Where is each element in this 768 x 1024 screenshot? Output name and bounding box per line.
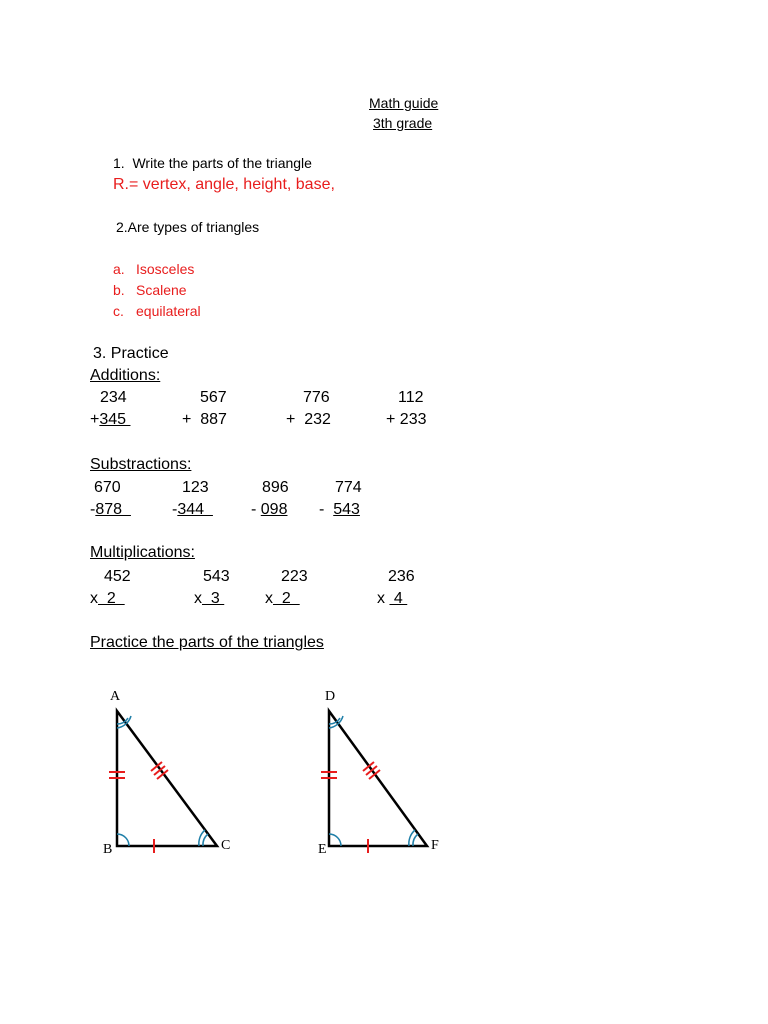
multiplication-top: 236: [388, 568, 415, 585]
angle-mark-f: [413, 834, 418, 846]
vertex-label-b: B: [103, 842, 113, 857]
subtractions-heading: Substractions:: [90, 456, 192, 473]
vertex-label-d: D: [325, 689, 336, 704]
multiplication-top: 543: [203, 568, 230, 585]
multiplication-bottom: x 3: [194, 590, 225, 607]
vertex-label-e: E: [318, 842, 327, 857]
addition-bottom: + 233: [386, 411, 427, 428]
multiplication-bottom: x 4: [377, 590, 408, 607]
list-item: b. Scalene: [113, 282, 187, 298]
addition-top: 234: [100, 389, 127, 406]
subtraction-bottom: -878: [90, 501, 131, 518]
multiplications-heading: Multiplications:: [90, 544, 195, 561]
addition-bottom: + 887: [182, 411, 227, 428]
subtraction-top: 896: [262, 479, 289, 496]
list-item: a. Isosceles: [113, 261, 195, 277]
addition-bottom: + 232: [286, 411, 331, 428]
vertex-label-f: F: [431, 838, 439, 853]
multiplication-bottom: x 2: [90, 590, 125, 607]
subtraction-bottom: -344: [172, 501, 213, 518]
multiplication-top: 452: [104, 568, 131, 585]
practice-title: 3. Practice: [93, 345, 169, 362]
addition-top: 112: [398, 389, 424, 406]
multiplication-top: 223: [281, 568, 308, 585]
addition-top: 776: [303, 389, 330, 406]
subtraction-bottom: - 543: [319, 501, 360, 518]
list-item: c. equilateral: [113, 303, 201, 319]
question-1-answer: R.= vertex, angle, height, base,: [113, 176, 335, 193]
subtraction-bottom: - 098: [251, 501, 288, 518]
practice-triangles-heading: Practice the parts of the triangles: [90, 634, 324, 651]
subtraction-top: 123: [182, 479, 209, 496]
subtraction-top: 670: [94, 479, 121, 496]
addition-top: 567: [200, 389, 227, 406]
vertex-label-c: C: [221, 838, 231, 853]
vertex-label-a: A: [110, 689, 121, 704]
additions-heading: Additions:: [90, 367, 161, 384]
subtraction-top: 774: [335, 479, 362, 496]
multiplication-bottom: x 2: [265, 590, 300, 607]
question-1-prompt: 1. Write the parts of the triangle: [113, 155, 312, 171]
page-subtitle: 3th grade: [373, 115, 433, 131]
page-title: Math guide: [369, 95, 439, 111]
addition-bottom: +345: [90, 411, 131, 428]
angle-mark-e: [329, 834, 341, 846]
question-2-prompt: 2.Are types of triangles: [116, 219, 260, 235]
